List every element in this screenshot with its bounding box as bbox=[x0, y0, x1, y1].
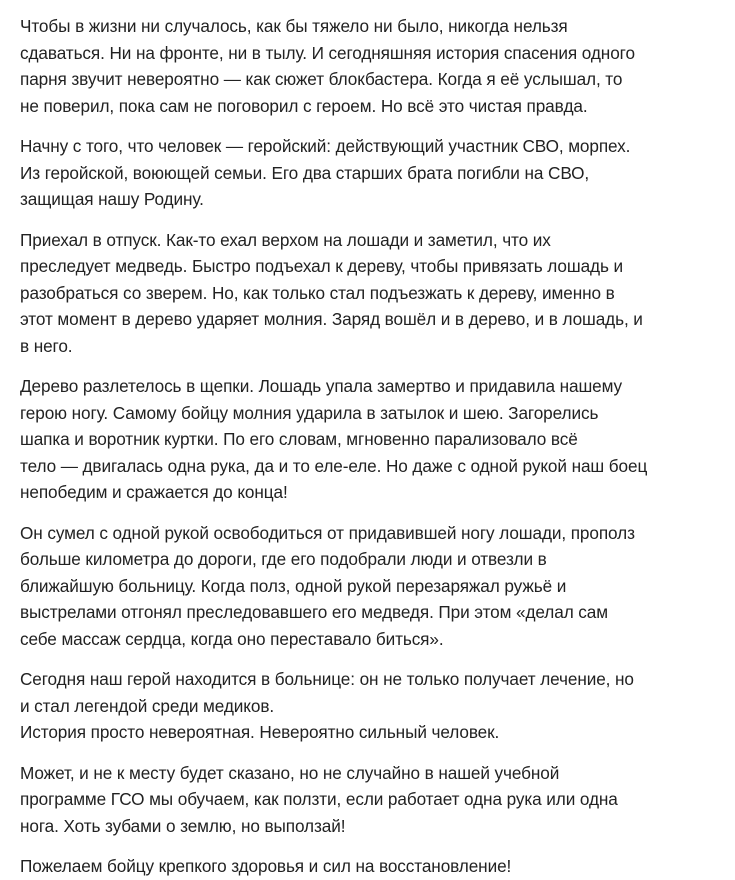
paragraph-line: тело — двигалась одна рука, да и то еле-еле. Но даже с одной рукой наш боец bbox=[20, 455, 648, 476]
paragraph-line: Дерево разлетелось в щепки. Лошадь упала замертво и придавила нашему bbox=[20, 376, 623, 396]
paragraph-line: разобраться со зверем. Но, как только стал подъезжать к дереву, именно в bbox=[20, 282, 615, 303]
paragraph-line: этот момент в дерево ударяет молния. Заряд вошёл и в дерево, и в лошадь, и bbox=[20, 309, 643, 329]
paragraph-line: Приехал в отпуск. Как-то ехал верхом на лошади и заметил, что их bbox=[20, 229, 551, 250]
paragraph-line: шапка и воротник куртки. По его словам, мгновенно парализовало всё bbox=[20, 429, 578, 449]
paragraph-3 bbox=[20, 227, 717, 360]
paragraph-line: Пожелаем бойцу крепкого здоровья и сил на восстановление! bbox=[20, 856, 512, 876]
paragraph-line: История просто невероятная. Невероятно сильный человек. bbox=[20, 722, 500, 742]
paragraph-line: парня звучит невероятно — как сюжет блокбастера. Когда я её услышал, то bbox=[20, 69, 623, 89]
paragraph-5 bbox=[20, 520, 717, 653]
paragraph-1 bbox=[20, 13, 717, 119]
paragraph-line: Начну с того, что человек — геройский: действующий участник СВО, морпех. bbox=[20, 136, 631, 156]
paragraph-line: Он сумел с одной рукой освободиться от придавившей ногу лошади, прополз bbox=[20, 522, 635, 543]
paragraph-line: Из геройской, воюющей семьи. Его два старших брата погибли на СВО, bbox=[20, 162, 590, 183]
paragraph-line: защищая нашу Родину. bbox=[20, 189, 204, 209]
paragraph-line: герою ногу. Самому бойцу молния ударила в затылок и шею. Загорелись bbox=[20, 402, 599, 423]
paragraph-line: в него. bbox=[20, 335, 73, 356]
paragraph-8 bbox=[20, 853, 717, 880]
paragraph-line: нога. Хоть зубами о землю, но выползай! bbox=[20, 815, 346, 836]
paragraph-line: не поверил, пока сам не поговорил с героем. Но всё это чистая правда. bbox=[20, 95, 588, 116]
paragraph-2 bbox=[20, 133, 717, 213]
paragraph-line: сдаваться. Ни на фронте, ни в тылу. И сегодняшняя история спасения одного bbox=[20, 42, 635, 63]
paragraph-line: преследует медведь. Быстро подъехал к дереву, чтобы привязать лошадь и bbox=[20, 256, 623, 276]
paragraph-line: ближайшую больницу. Когда полз, одной рукой перезаряжал ружьё и bbox=[20, 575, 567, 596]
paragraph-line: больше километра до дороги, где его подобрали люди и отвезли в bbox=[20, 549, 547, 569]
paragraph-line: и стал легендой среди медиков. bbox=[20, 695, 275, 716]
paragraph-7 bbox=[20, 760, 717, 840]
paragraph-line: себе массаж сердца, когда оно переставало биться». bbox=[20, 628, 444, 649]
paragraph-line: непобедим и сражается до конца! bbox=[20, 482, 288, 502]
paragraph-line: Может, и не к месту будет сказано, но не случайно в нашей учебной bbox=[20, 762, 560, 783]
paragraph-line: Сегодня наш герой находится в больнице: он не только получает лечение, но bbox=[20, 669, 634, 689]
paragraph-4 bbox=[20, 373, 717, 506]
paragraph-line: программе ГСО мы обучаем, как ползти, если работает одна рука или одна bbox=[20, 789, 618, 809]
paragraph-line: Чтобы в жизни ни случалось, как бы тяжело ни было, никогда нельзя bbox=[20, 16, 568, 36]
paragraph-6 bbox=[20, 666, 717, 746]
paragraph-line: выстрелами отгонял преследовавшего его медведя. При этом «делал сам bbox=[20, 602, 608, 622]
